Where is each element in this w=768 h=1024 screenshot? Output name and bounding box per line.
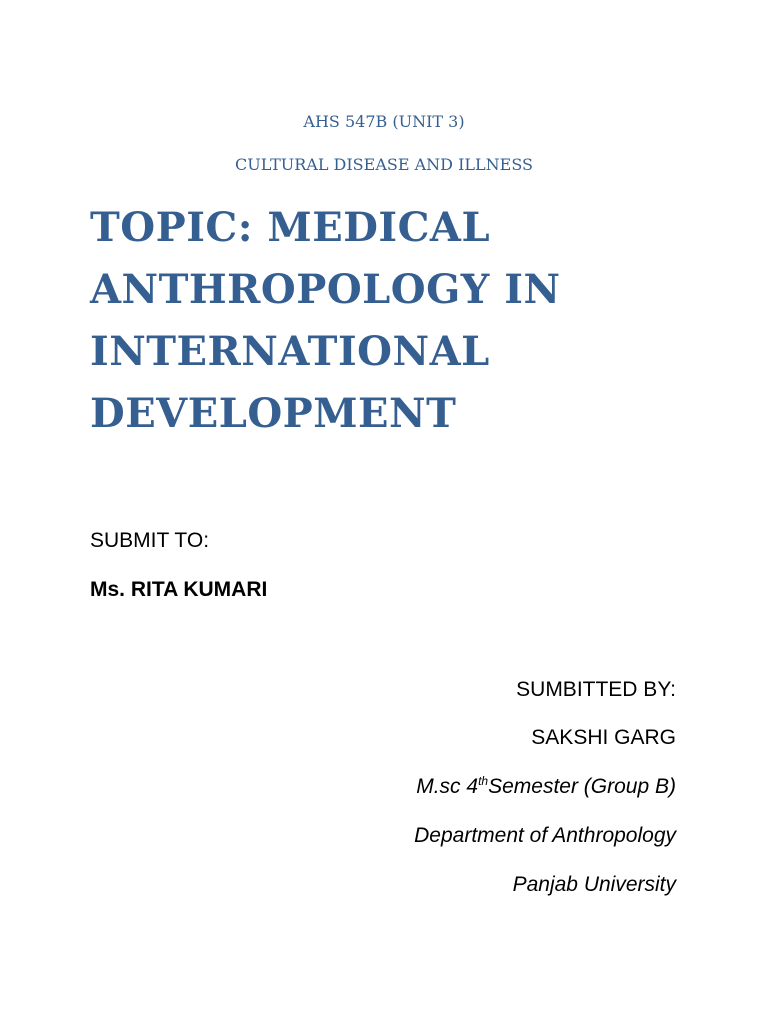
- submit-to-label: SUBMIT TO:: [90, 529, 210, 552]
- topic-title-line-2: ANTHROPOLOGY IN: [90, 266, 561, 313]
- student-name: SAKSHI GARG: [531, 726, 676, 749]
- semester-ordinal: th: [478, 774, 489, 788]
- semester-line: [416, 775, 676, 799]
- topic-title: [90, 197, 710, 445]
- university: Panjab University: [512, 873, 676, 896]
- semester-suffix: Semester (Group B): [488, 775, 676, 798]
- topic-title-line-3: INTERNATIONAL: [90, 328, 490, 375]
- course-code: AHS 547B (UNIT 3): [303, 112, 465, 131]
- submit-to-name: Ms. RITA KUMARI: [90, 578, 268, 601]
- submitted-by-label: SUMBITTED BY:: [516, 678, 676, 701]
- course-title: CULTURAL DISEASE AND ILLNESS: [235, 155, 533, 174]
- topic-title-line-4: DEVELOPMENT: [90, 390, 457, 437]
- semester-prefix: M.sc 4: [416, 775, 479, 798]
- topic-title-line-1: TOPIC: MEDICAL: [90, 204, 491, 251]
- department: Department of Anthropology: [414, 824, 676, 847]
